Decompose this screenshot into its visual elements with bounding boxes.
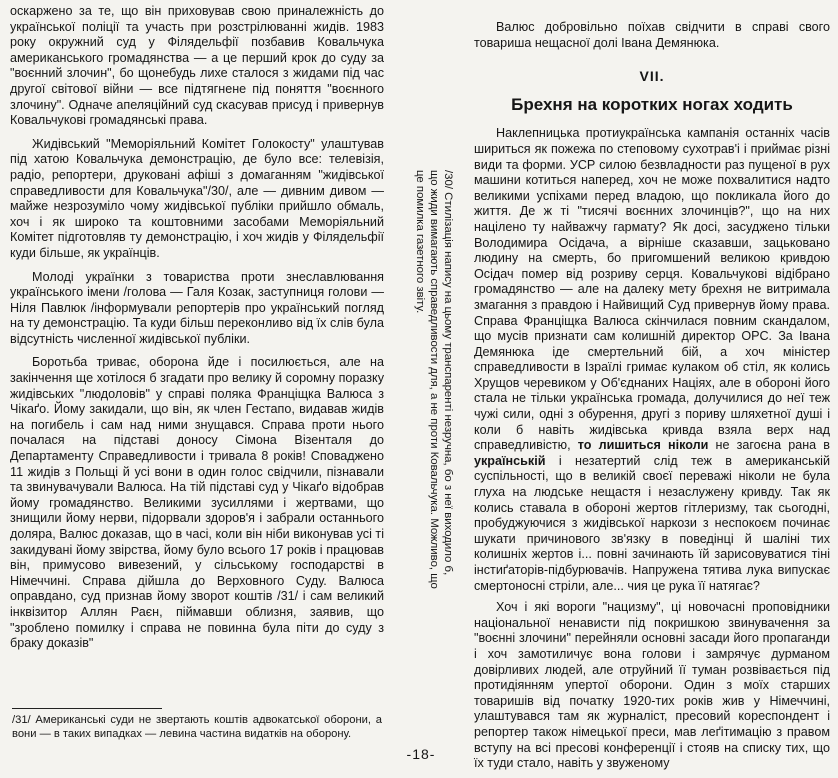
chapter-number: VII. (639, 68, 665, 85)
right-paragraph-1-mid: не загоєна рана в (715, 438, 830, 453)
right-paragraph-1-bold: то лишиться ніколи (577, 438, 709, 453)
footnote-31 (12, 714, 382, 742)
footnote-30-text: /30/ Стилізація напису на цьому транспаренті незручна, бо з неї виходило б, що жиди вимагають справедливости для, а не проти Ковальчука. Можливо, що це помилка газетного звіту. (413, 170, 454, 589)
right-paragraph-1 (474, 126, 830, 594)
right-paragraph-1-start: Наклепницька протиукраїнська кампанія останніх часів шириться як пожежа по степовому сухотрав'і і приймає різні види та форми. УСР силою безвладности раз пущеної в рух машини котиться наперед, хоч не може похвалитися надто великими успіхами перед владою, що покликала його до життя. Де ж ті "тисячі воєнних злочинців?", що на них націлено ту найважчу гармату? Як досі, засуджено тільки Володимира Осідача, а вірніше сказавши, зацьковано людину на смерть, бо пригомшений великою кривдою Осідач помер від розриву серця. Ковальчукові відібрано громадянство — але на далеку мету брехня не витримала змагання з правдою і Найвищий Суд привернув йому права. Справа Франціщка Валюса скінчилася повним скандалом, що мусів признати сам колишній директор ОРС. За Івана Демянюка іде смертельний бій, а хоч міністер справедливости в Ізраїлі гримає кулаком об стіл, як колись Хрущов черевиком у Об'єднаних Націях, але в обороні його стала не тільки українська громада, долучилися до неї теж чужі сили, одні з обурення, другі з пориву шляхетної душі і коли б навіть жидівська кривда взяла верх над справедливістю, (474, 126, 830, 453)
left-paragraph-4: Боротьба триває, оборона йде і посилюється, але на закінчення ще хотілося б згадати про велику й соромну поразку жидівських "людоловів" у справі поляка Франціщка Валюса з Чікаґо. Йому закидали, що він, як член Гестапо, видавав жидів на погибель і сам над ними знущався. Справа проти нього почалася на підставі доносу Сімона Візенталя до Департаменту Справедливости і тривала 8 років! Споваджено 11 жидів з Польщі й усі вони в один голос свідчили, пізнавали та звинувачували Валюса. На тій підставі суд у Чікаґо відобрав йому громадянство. Великими зусиллями і жертвами, що знищили йому нерви, підорвали здоров'я і забрали останнього доляра, Валюс доказав, що в часі, коли він ніби виконував усі ті закидувані йому звірства, йому було всього 17 років і працював він, примусово вивезений, у сільському господарстві в Німеччині. Справа дійшла до Верховного Суду. Валюса оправдано, суд признав йому зворот коштів /31/ і сам великий інквізитор Аллян Раєн, піймавши облизня, заявив, що "зроблено помилку і справа не повинна була піти до суду з браку доказів" (10, 355, 384, 651)
footnote-31-text: /31/ Американські суди не звертають коштів адвокатської оборони, а вони — в таких випадках — левина частина видатків на оборону. (12, 714, 382, 740)
footnote-divider (12, 708, 162, 709)
left-paragraph-2: Жидівський "Меморіяльний Комітет Голокосту" улаштував під хатою Ковальчука демонстрацію, де було все: телевізія, радіо, репортери, друковані афіші з домаганням "жидівської справедливости для Ковальчука"/30/, але — дивним дивом — майже незрозуміло чому жидівської публіки прийшло обмаль, хоч і як широко та коштовними засобами Меморіяльний Комітет підготовляв ту демонстрацію, і хоч жидів у Філядельфії куди більше, як українців. (10, 136, 384, 260)
right-paragraph-2: Хоч і які вороги "нацизму", ці новочасні проповідники національної ненависти під покришкою звинувачення за "воєнні злочини" перейняли основні засади його пропаганди і хоч замотиличує вона голови і замрячує дурманом довірливих людей, але отруйний її туман розвівається під протидіянням упертої оборони. Один з моїх старших товаришів від початку 1920-тих років жив у Німеччині, улаштувався там як журналіст, пресовий кореспондент і репортер також німецької преси, мав леґітимацію з правом вступу на всі пресові конференції і стояв на списку тих, що їх туди стало, навіть у звуженому (474, 600, 830, 771)
chapter-title: Брехня на коротких ногах ходить (511, 94, 793, 114)
left-paragraph-1: оскаржено за те, що він приховував свою приналежність до української поліції та участь при розстрілюванні жидів. 1983 року окружний суд у Філядельфії позбавив Ковальчука американського громадянства — а це перший крок до суду за "воєнний злочин", бо щонебудь лихе сталося з жидами під час другої світової війни — все підтягнене під поняття "воєнного злочину". Одначе апеляційний суд скасував присуд і привернув Ковальчукові громадянські права. (10, 4, 384, 128)
page-number: -18- (406, 746, 436, 762)
right-intro: Валюс добровільно поїхав свідчити в справі свого товариша нещасної долі Івана Демянюка. (474, 20, 830, 50)
left-paragraph-3: Молоді українки з товариства проти знеславлювання українського імени /голова — Галя Козак, заступниця голови — Ніля Павлюк /інформували репортерів про український погляд на ту демонстрацію. Та куди більш переконливо від їх слів була відсутність численної жидівської публіки. (10, 269, 384, 346)
right-paragraph-1-end: і незатертий слід теж в американській суспільності, що в великій своєї переважі ніколи не була глуха на людське нещастя і незаслужену кривду. Так як колись ставала в обороні жертов гітлеризму, так сьогодні, пробуджуючися з жидівської наркози з неспокоєм починає шукати причинового зв'язку в поведінці й шаліні тих колишніх жертов і... повні зачинають їй зарисовуватися тіні інстиґаторів-підбурювачів. Напружена тятива лука випускає смертоносні стріли, але... чия це рука її натягає? (474, 453, 831, 593)
footnote-30-rotated (395, 170, 455, 590)
right-column (474, 20, 830, 778)
right-paragraph-1-bold-2: українській (474, 453, 546, 468)
left-column (10, 4, 384, 660)
